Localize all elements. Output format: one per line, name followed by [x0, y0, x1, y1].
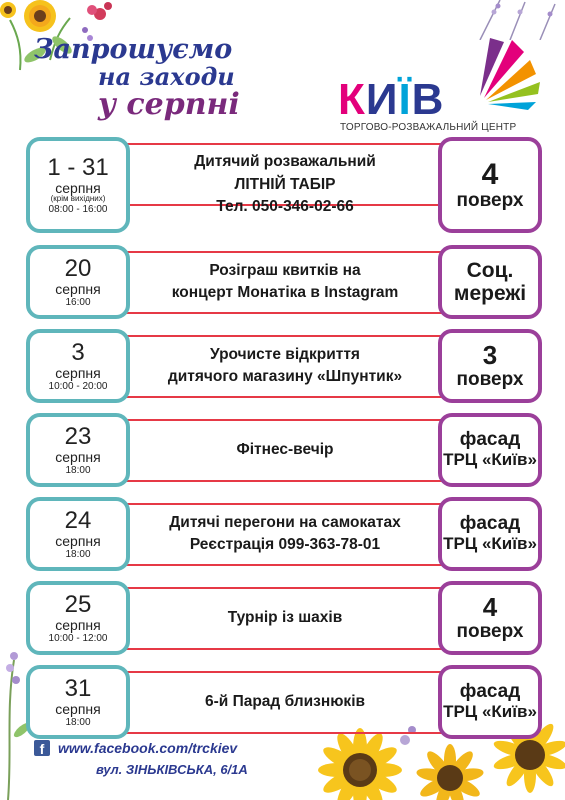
event-title-line-2: ЛІТНІЙ ТАБІР [234, 175, 336, 193]
event-row [0, 137, 565, 216]
event-description [140, 497, 430, 571]
location-box [438, 581, 542, 655]
event-row [0, 497, 565, 571]
event-time: 16:00 [65, 296, 91, 308]
event-title-line-2: Реєстрація 099-363-78-01 [189, 536, 381, 553]
event-row [0, 581, 565, 655]
title-line-3: у серпні [98, 87, 240, 122]
event-title-line-1: 6-й Парад близнюків [204, 692, 366, 710]
event-title-line-2: концерт Монатіка в Instagram [171, 284, 399, 301]
location-line-1: фасад [459, 513, 521, 535]
event-time: 18:00 [65, 464, 91, 476]
event-title-line-1: Турнір із шахів [227, 608, 343, 626]
logo-rays-icon [460, 34, 545, 112]
event-month: серпня [55, 281, 101, 297]
location-line-1: фасад [459, 681, 521, 703]
location-box [438, 329, 542, 403]
date-box [26, 497, 130, 571]
location-box [438, 137, 542, 233]
event-note: (крім вихідних) [50, 194, 106, 204]
location-box [438, 665, 542, 739]
event-title-line-1: Урочисте відкриття [210, 345, 360, 363]
location-line-2: поверх [456, 620, 524, 642]
event-month: серпня [55, 449, 101, 465]
location-line-2: поверх [456, 368, 524, 390]
event-time: 10:00 - 20:00 [48, 380, 108, 392]
event-day: 20 [64, 254, 92, 282]
date-box [26, 413, 130, 487]
location-line-2: поверх [456, 190, 524, 212]
event-row [0, 329, 565, 403]
event-description [140, 245, 430, 319]
event-day: 3 [71, 338, 85, 366]
logo-letter-k: К [338, 75, 366, 124]
event-time: 18:00 [65, 716, 91, 728]
location-line-1: 3 [482, 340, 498, 371]
event-description [140, 665, 430, 739]
address: вул. ЗІНЬКІВСЬКА, 6/1А [96, 762, 248, 777]
event-row [0, 665, 565, 739]
location-box [438, 413, 542, 487]
event-row [0, 245, 565, 319]
location-line-2: ТРЦ «Київ» [443, 534, 537, 554]
event-title-line-1: Фітнес-вечір [236, 440, 334, 458]
event-month: серпня [55, 701, 101, 717]
date-box [26, 329, 130, 403]
event-month: серпня [55, 533, 101, 549]
date-box [26, 665, 130, 739]
logo-letter-yi: Ї [398, 75, 412, 124]
location-line-1: 4 [482, 592, 498, 623]
location-line-2: ТРЦ «Київ» [443, 450, 537, 470]
event-day: 23 [64, 422, 92, 450]
logo-letter-v: В [411, 75, 445, 124]
event-day: 1 - 31 [47, 153, 109, 181]
date-box [26, 137, 130, 233]
logo-word [338, 75, 445, 124]
date-box [26, 581, 130, 655]
title-line-2: на заходи [98, 62, 235, 91]
location-line-1: 4 [481, 158, 499, 192]
event-description [140, 413, 430, 487]
event-title-line-1: Дитячий розважальний [194, 153, 376, 171]
location-line-1: Соц. [466, 258, 514, 282]
event-month: серпня [55, 617, 101, 633]
event-time: 08:00 - 16:00 [48, 203, 108, 215]
kyiv-logo [330, 34, 545, 134]
location-line-1: фасад [459, 429, 521, 451]
event-day: 24 [64, 506, 92, 534]
logo-subtitle: ТОРГОВО-РОЗВАЖАЛЬНИЙ ЦЕНТР [340, 122, 517, 133]
event-time: 10:00 - 12:00 [48, 632, 108, 644]
event-description [140, 581, 430, 655]
event-month: серпня [55, 365, 101, 381]
event-title-line-2: дитячого магазину «Шпунтик» [167, 368, 403, 385]
event-description [140, 137, 430, 233]
page-title [28, 36, 298, 120]
event-row [0, 413, 565, 487]
facebook-link[interactable] [34, 740, 237, 756]
event-description [140, 329, 430, 403]
event-title-line-1: Дитячі перегони на самокатах [169, 513, 401, 531]
logo-letter-y: И [365, 75, 399, 124]
facebook-url[interactable]: www.facebook.com/trckiev [58, 740, 238, 756]
event-day: 31 [64, 674, 92, 702]
location-line-2: ТРЦ «Київ» [443, 702, 537, 722]
event-title-line-1: Розіграш квитків на [209, 261, 361, 279]
event-time: 18:00 [65, 548, 91, 560]
location-box [438, 245, 542, 319]
facebook-icon: f [34, 740, 50, 756]
date-box [26, 245, 130, 319]
event-month: серпня [55, 179, 101, 196]
location-line-2: мережі [453, 282, 527, 305]
title-line-1: Запрошуємо [34, 34, 233, 65]
location-box [438, 497, 542, 571]
event-title-line-3: Тел. 050-346-02-66 [216, 198, 354, 216]
event-day: 25 [64, 590, 92, 618]
